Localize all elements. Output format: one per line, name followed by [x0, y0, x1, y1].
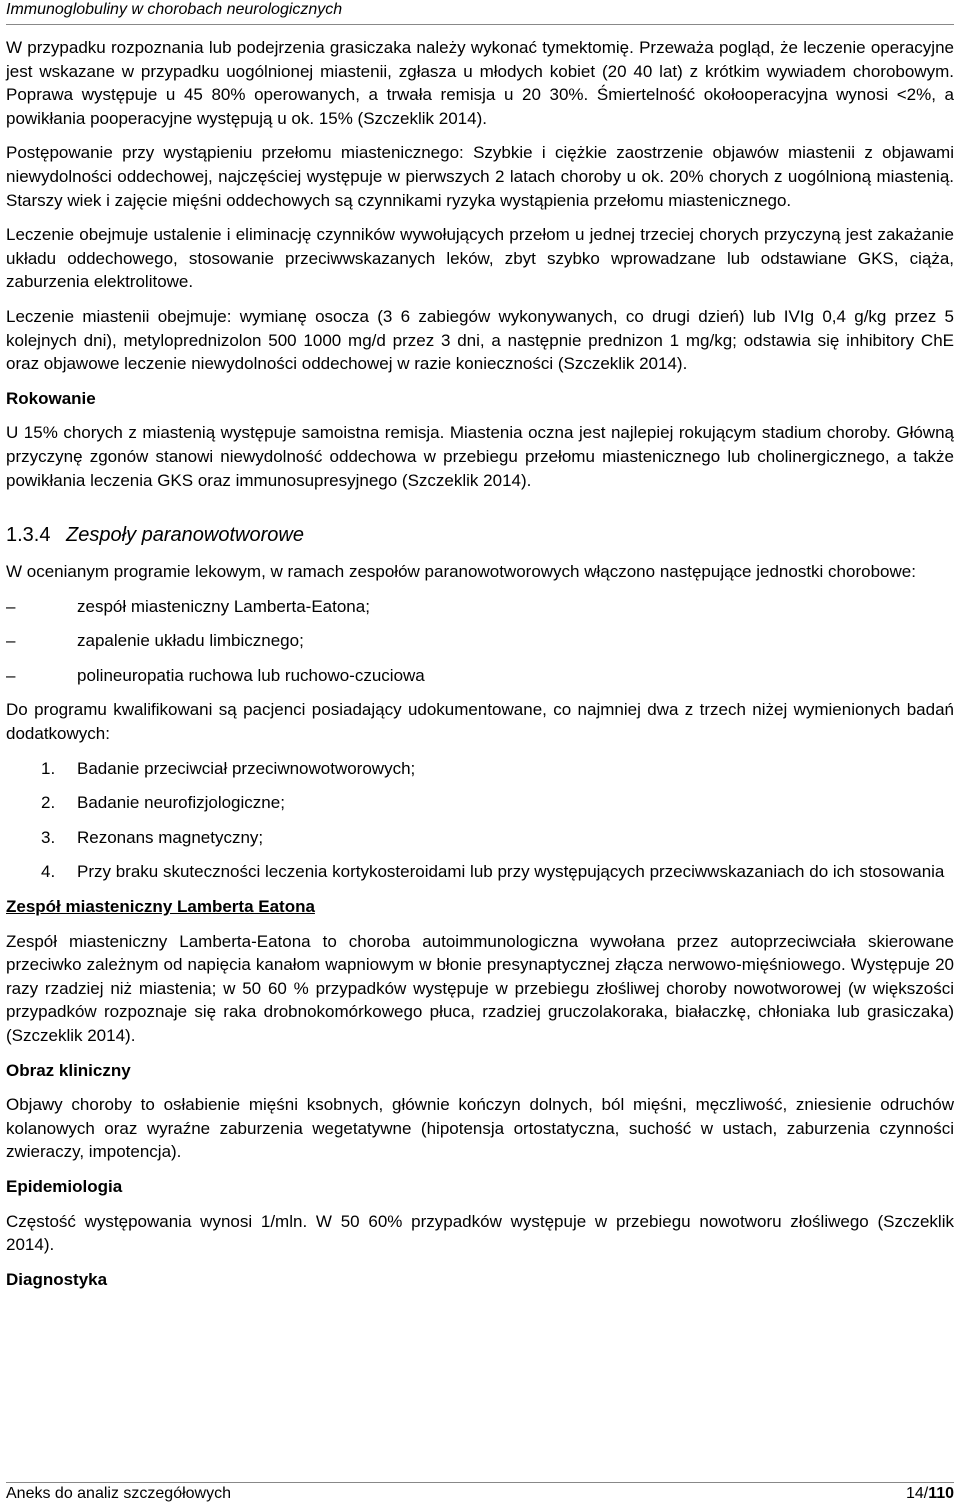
list-item [6, 595, 954, 619]
list-item-text: polineuropatia ruchowa lub ruchowo-czuciowa [77, 665, 425, 685]
list-item-text: Rezonans magnetyczny; [77, 827, 264, 847]
list-item-text: zespół miasteniczny Lamberta-Eatona; [77, 596, 370, 616]
section-title: Zespoły paranowotworowe [66, 524, 304, 547]
list-number: 2. [41, 793, 56, 813]
list-item [6, 860, 954, 884]
page-current: 14 [905, 1485, 924, 1502]
heading-clinical-picture: Obraz kliniczny [6, 1060, 131, 1080]
page-footer [6, 1482, 954, 1507]
running-header [6, 0, 954, 25]
paragraph-thymectomy: W przypadku rozpoznania lub podejrzenia grasiczaka należy wykonać tymektomię. Przeważa pogląd, że leczenie operacyjne jest wskazane w przypadku uogólnionej miastenii, zgłasza u młodych kobiet (20 40 lat) z krótkim wywiadem chorobowym. Poprawa występuje u 45 80% operowanych, a trwała remisja u 20 30%. Śmiertelność okołooperacyjna wynosi <2%, a powikłania pooperacyjne występują u ok. 15% (Szczeklik 2014). [6, 38, 954, 128]
list-item [6, 629, 954, 653]
list-item [6, 791, 954, 815]
list-item-text: Badanie przeciwciał przeciwnowotworowych; [77, 758, 416, 778]
heading-epidemiology: Epidemiologia [6, 1176, 123, 1196]
heading-diagnostics: Diagnostyka [6, 1269, 108, 1289]
paragraph-myasthenic-crisis: Postępowanie przy wystąpieniu przełomu miastenicznego: Szybkie i ciężkie zaostrzenie objawów miastenii z objawami niewydolności oddechowej, najczęściej występuje w pierwszych 2 latach choroby u ok. 20% chorych z uogólnioną miastenią. Starszy wiek i zajęcie mięśni oddechowych są czynnikami ryzyka wystąpienia przełomu miastenicznego. [6, 143, 954, 210]
paragraph-qualification: Do programu kwalifikowani są pacjenci posiadający udokumentowane, co najmniej dwa z trzech niżej wymienionych badań dodatkowych: [6, 700, 954, 744]
paragraph-prognosis: U 15% chorych z miastenią występuje samoistna remisja. Miastenia oczna jest najlepiej rokującym stadium choroby. Główną przyczynę zgonów stanowi niewydolność oddechowa w przebiegu przełomu miastenicznego lub cholinergicznego, a także powikłania leczenia GKS oraz immunosupresyjnego (Szczeklik 2014). [6, 423, 954, 490]
list-dash: – [6, 631, 16, 651]
section-number: 1.3.4 [6, 524, 51, 547]
page-separator: / [923, 1485, 929, 1502]
list-item [6, 757, 954, 781]
page-number [906, 1483, 954, 1507]
disease-list [6, 595, 954, 688]
section-heading [6, 522, 954, 548]
paragraph-lems-definition: Zespół miasteniczny Lamberta-Eatona to choroba autoimmunologiczna wywołana przez autoprzeciwciała skierowane przeciwko zależnym od napięcia kanałom wapniowym w błonie presynaptycznej złącza nerwowo-mięśniowego. Występuje 20 razy rzadziej niż miastenia; w 50 60 % przypadków występuje w przebiegu złośliwej choroby nowotworowej (w większości przypadków rozpoznaje się raka drobnokomórkowego płuca, rzadziej gruczolakoraka, białaczkę, chłoniaka lub grasiczaka) (Szczeklik 2014). [6, 931, 954, 1045]
list-dash: – [6, 665, 16, 685]
list-number: 1. [41, 758, 56, 778]
list-item [6, 826, 954, 850]
paragraph-myasthenia-therapy: Leczenie miastenii obejmuje: wymianę osocza (3 6 zabiegów wykonywanych, co drugi dzień) lub IVIg 0,4 g/kg przez 5 kolejnych dni), metyloprednizolon 500 1000 mg/d przez 3 dni, a następnie prednizon 1 mg/kg; odstawia się inhibitory ChE oraz objawowe leczenie niewydolności oddechowej w razie konieczności (Szczeklik 2014). [6, 306, 954, 374]
page-total: 110 [928, 1485, 954, 1502]
list-dash: – [6, 596, 16, 616]
paragraph-epidemiology: Częstość występowania wynosi 1/mln. W 50 60% przypadków występuje w przebiegu nowotworu złośliwego (Szczeklik 2014). [6, 1211, 954, 1255]
running-header-title: Immunoglobuliny w chorobach neurologicznych [6, 1, 343, 18]
heading-lems: Zespół miasteniczny Lamberta Eatona [6, 897, 315, 917]
list-item [6, 664, 954, 688]
page-content [6, 36, 954, 1302]
list-item-text: Badanie neurofizjologiczne; [77, 793, 285, 813]
paragraph-crisis-treatment: Leczenie obejmuje ustalenie i eliminację czynników wywołujących przełom u jednej trzeciej chorych przyczyną jest zakażanie układu oddechowego, stosowanie przeciwwskazanych leków, zbyt szybko wprowadzane lub odstawiane GKS, ciąża, zaburzenia elektrolitowe. [6, 225, 954, 292]
heading-prognosis: Rokowanie [6, 388, 96, 408]
list-number: 3. [41, 827, 56, 847]
list-item-text: zapalenie układu limbicznego; [77, 631, 304, 651]
list-number: 4. [41, 862, 56, 882]
paragraph-section-intro: W ocenianym programie lekowym, w ramach zespołów paranowotworowych włączono następujące jednostki chorobowe: [6, 562, 916, 582]
list-item-text: Przy braku skuteczności leczenia kortykosteroidami lub przy występujących przeciwwskazaniach do ich stosowania [77, 862, 945, 882]
tests-list [6, 757, 954, 884]
paragraph-clinical-picture: Objawy choroby to osłabienie mięśni ksobnych, głównie kończyn dolnych, ból mięśni, męczliwość, zniesienie odruchów kolanowych oraz wyraźne zaburzenia wegetatywne (hipotensja ortostatyczna, suchość w ustach, zaburzenia czynności zwieraczy, impotencja). [6, 1095, 954, 1162]
footer-title: Aneks do analiz szczegółowych [6, 1485, 232, 1502]
